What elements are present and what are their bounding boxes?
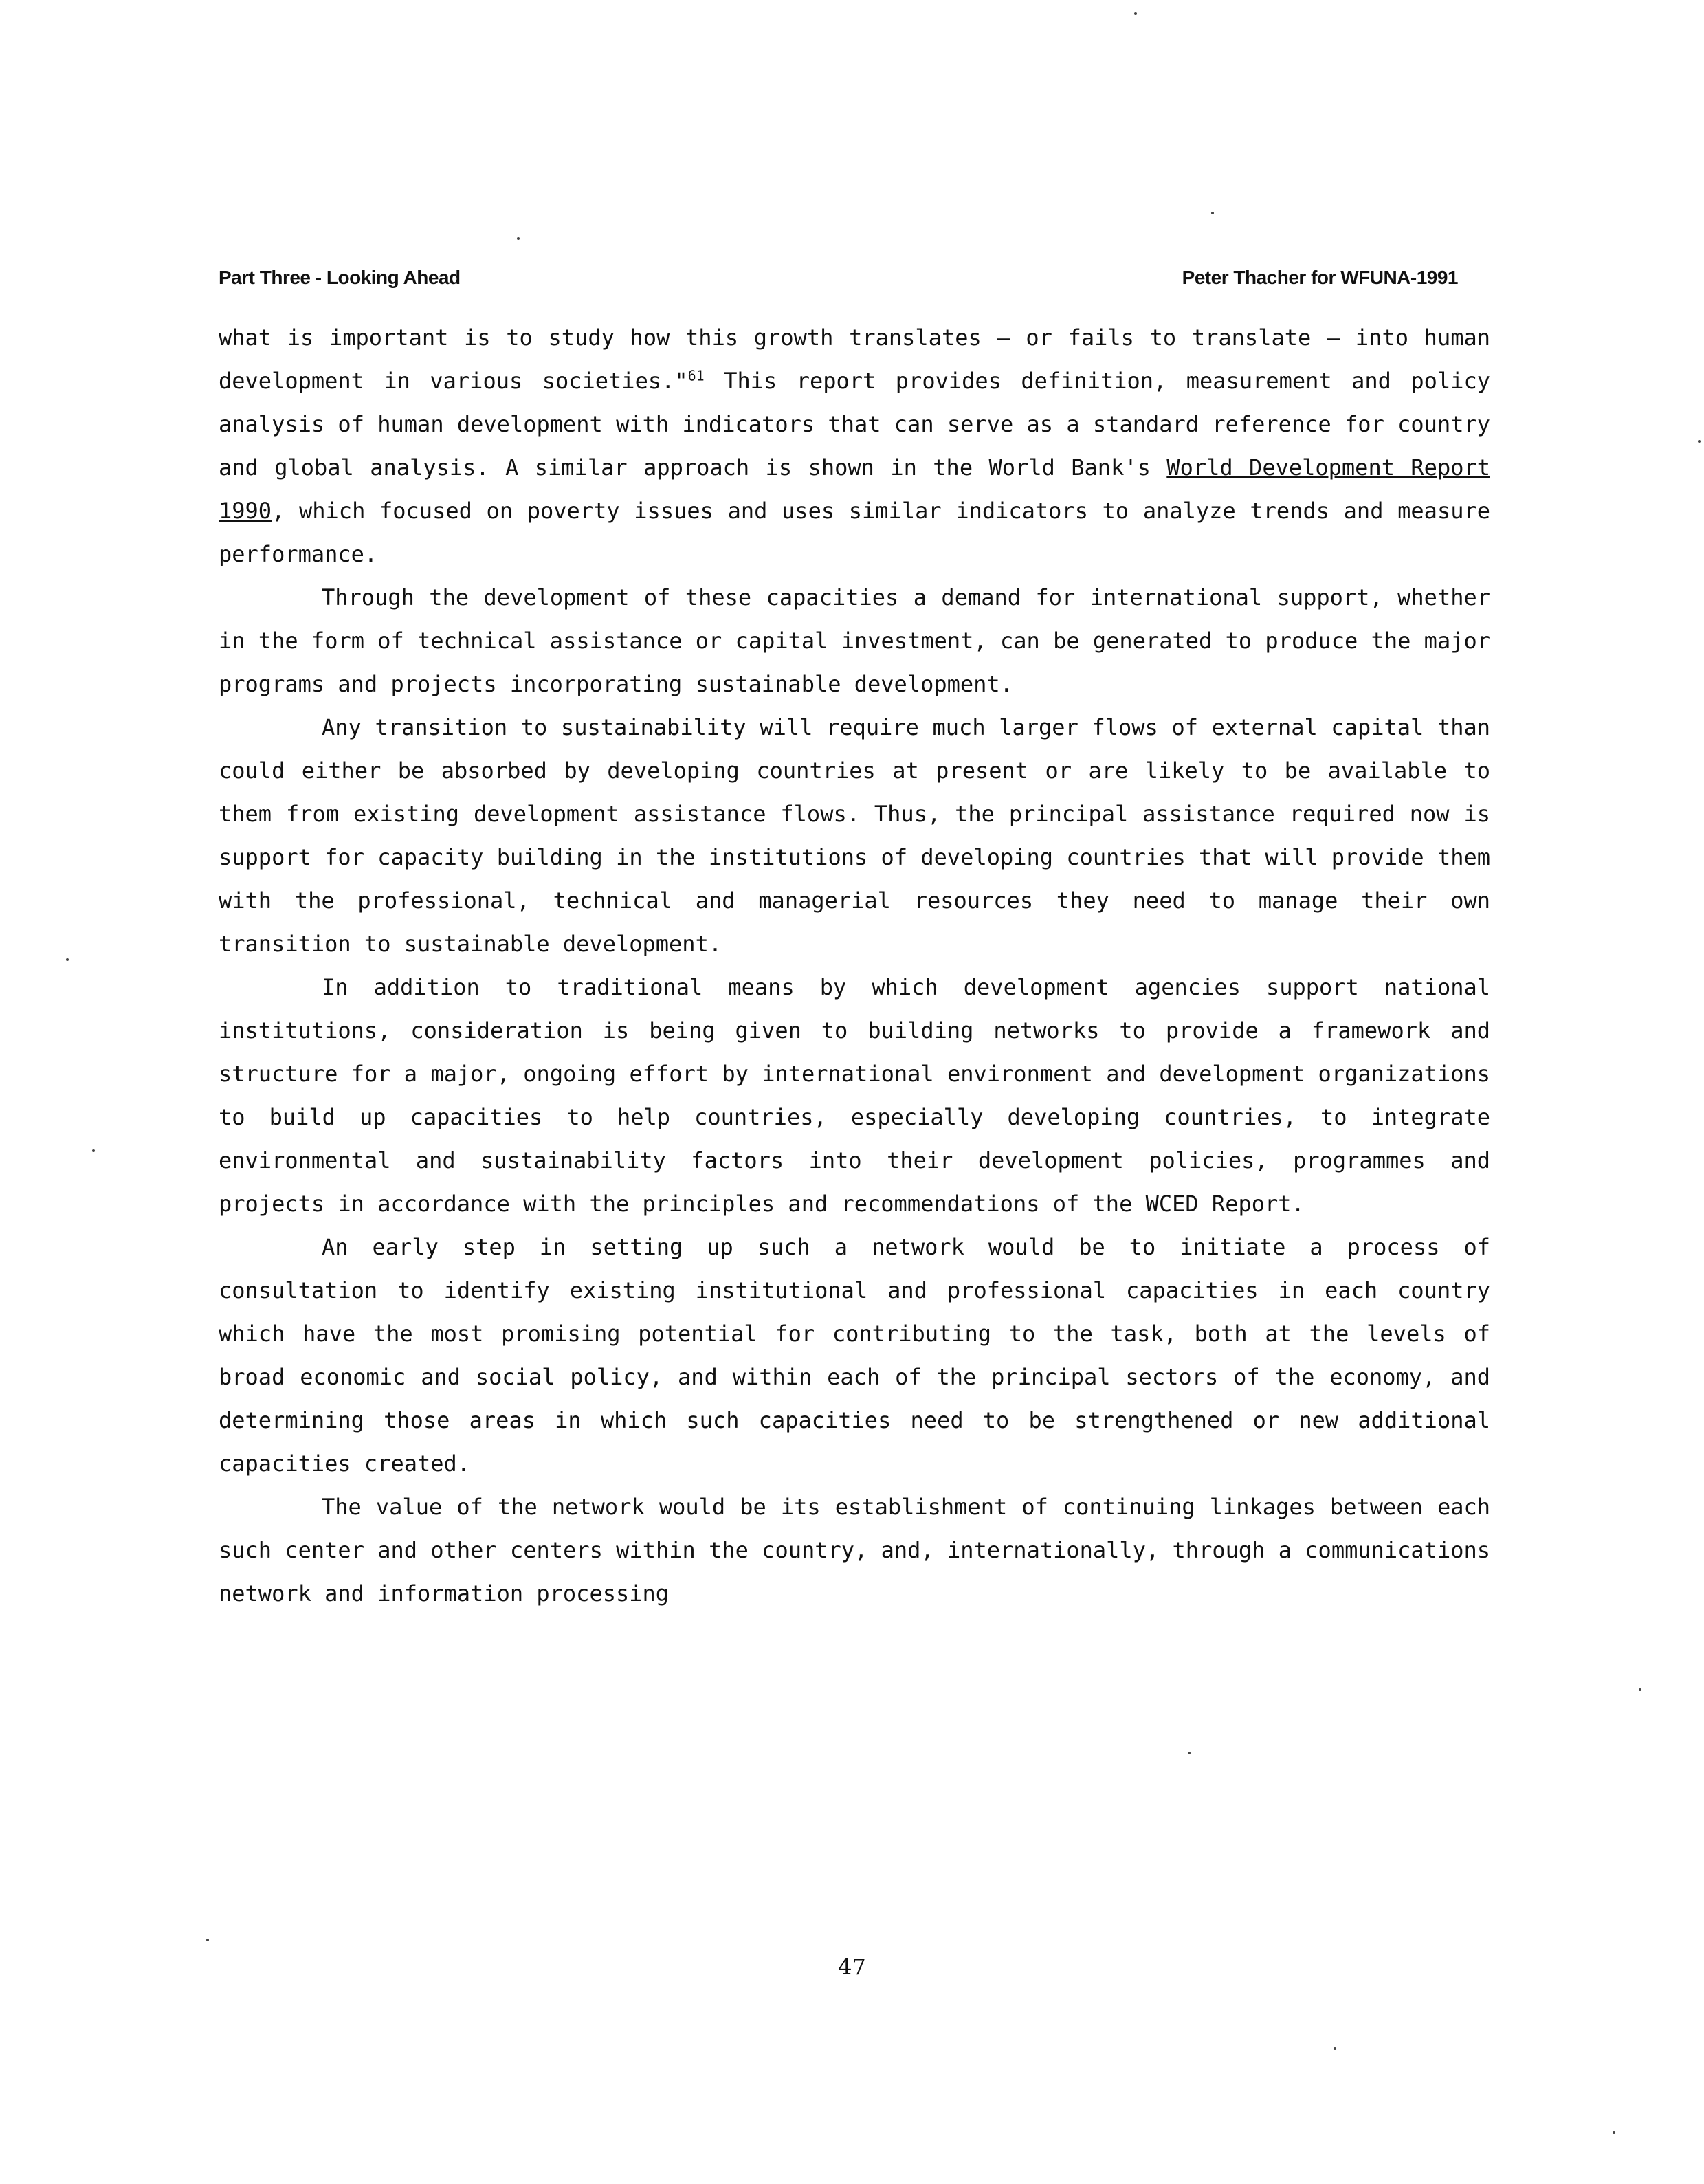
scan-speck (92, 1149, 95, 1152)
paragraph-1-text-c: , which focused on poverty issues and uses similar indicators to analyze trends and measure performance. (219, 498, 1490, 567)
page-number: 47 (838, 1954, 866, 1980)
scan-speck (1613, 2131, 1615, 2134)
paragraph-2: Through the development of these capacities a demand for international support, whether in the form of technical assistance or capital investment, can be generated to produce the major programs and projects incorporating sustainable development. (219, 584, 1490, 697)
paragraph-1-text-a: what is important is to study how this growth translates — or fails to translate — into human development in various societies." (219, 324, 1490, 394)
scan-speck (1134, 12, 1137, 15)
scan-speck (1188, 1752, 1191, 1754)
scan-speck (1334, 2047, 1336, 2050)
body-text (219, 316, 1490, 1615)
scan-speck (206, 1939, 209, 1941)
scan-speck (66, 958, 69, 961)
running-header-right: Peter Thacher for WFUNA-1991 (1182, 267, 1458, 288)
scan-speck (517, 237, 520, 240)
paragraph-3: Any transition to sustainability will require much larger flows of external capital than could either be absorbed by developing countries at present or are likely to be available to them from existing development assistance flows. Thus, the principal assistance required now is support for capacity building in the institutions of developing countries that will provide them with the professional, technical and managerial resources they need to manage their own transition to sustainable development. (219, 714, 1490, 957)
paragraph-5: An early step in setting up such a network would be to initiate a process of consultation to identify existing institutional and professional capacities in each country which have the most promising potential for contributing to the task, both at the levels of broad economic and social policy, and within each of the principal sectors of the economy, and determining those areas in which such capacities need to be strengthened or new additional capacities created. (219, 1234, 1490, 1477)
running-header-left: Part Three - Looking Ahead (219, 267, 461, 288)
paragraph-6: The value of the network would be its establishment of continuing linkages between each such center and other centers within the country, and, internationally, through a communications network and information processing (219, 1494, 1490, 1607)
scan-speck (1211, 212, 1214, 214)
paragraph-1 (219, 316, 1490, 576)
scan-speck (1698, 440, 1701, 443)
footnote-reference: 61 (687, 367, 705, 384)
paragraph-4: In addition to traditional means by which development agencies support national institutions, consideration is being given to building networks to provide a framework and structure for a major, ongoing effort by international environment and development organizations to build up capacities to help countries, especially developing countries, to integrate environmental and sustainability factors into their development policies, programmes and projects in accordance with the principles and recommendations of the WCED Report. (219, 974, 1490, 1217)
report-title: World Development Report 1990 (219, 454, 1490, 524)
paragraph-1-text-b: This report provides definition, measurement and policy analysis of human development with indicators that can serve as a standard reference for country and global analysis. A similar approach is shown in the World Bank's (219, 368, 1491, 481)
scan-speck (1639, 1688, 1641, 1691)
